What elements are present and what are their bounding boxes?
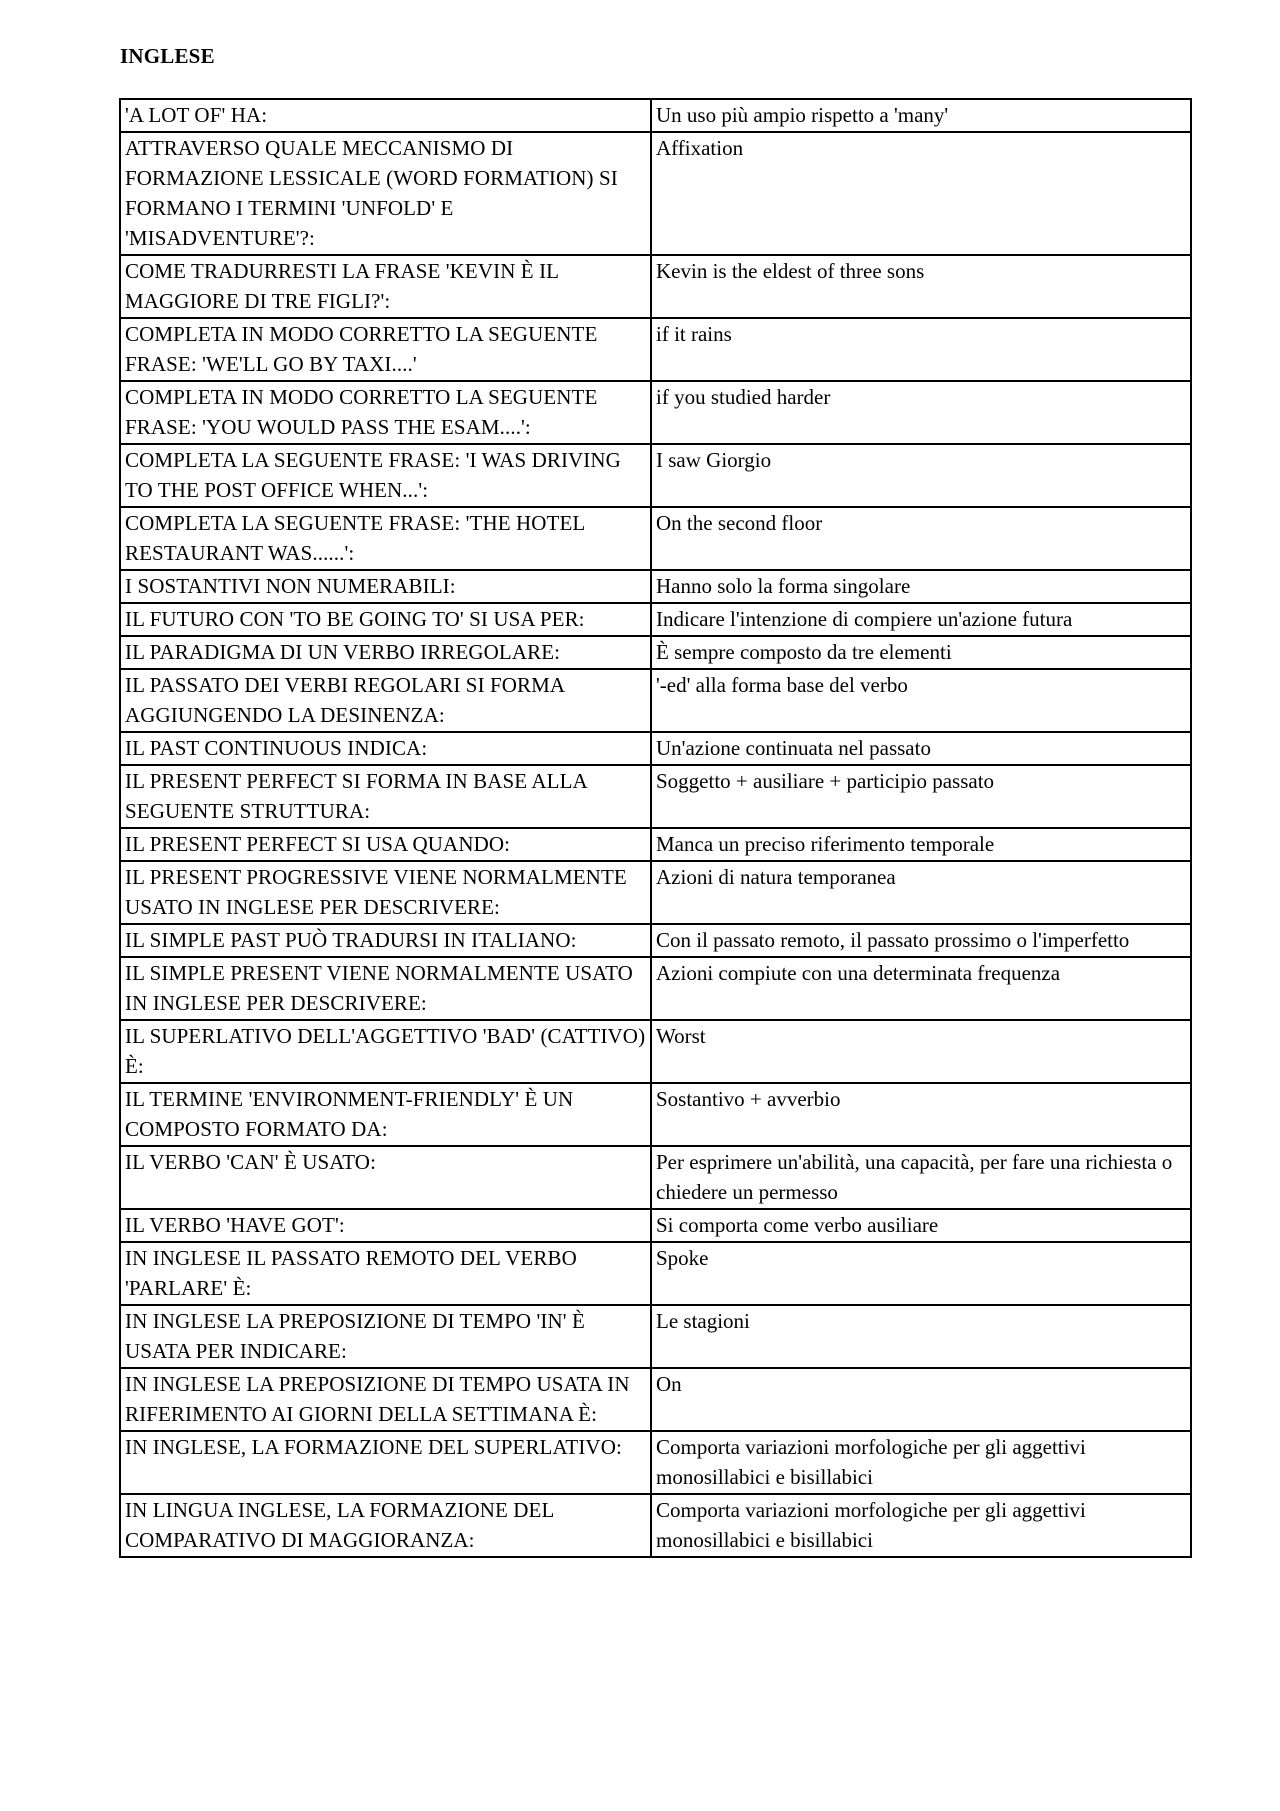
table-row — [120, 636, 1191, 669]
question-cell: COMPLETA IN MODO CORRETTO LA SEGUENTE FRASE: 'WE'LL GO BY TAXI....' — [120, 318, 651, 381]
table-row — [120, 1305, 1191, 1368]
table-row — [120, 99, 1191, 132]
answer-cell: Per esprimere un'abilità, una capacità, per fare una richiesta o chiedere un permesso — [651, 1146, 1191, 1209]
answer-cell: È sempre composto da tre elementi — [651, 636, 1191, 669]
answer-cell: On — [651, 1368, 1191, 1431]
table-row — [120, 957, 1191, 1020]
table-row — [120, 924, 1191, 957]
question-cell: IL PARADIGMA DI UN VERBO IRREGOLARE: — [120, 636, 651, 669]
answer-cell: Soggetto + ausiliare + participio passato — [651, 765, 1191, 828]
answer-cell: Affixation — [651, 132, 1191, 255]
table-row — [120, 1494, 1191, 1557]
table-row — [120, 669, 1191, 732]
answer-cell: Un'azione continuata nel passato — [651, 732, 1191, 765]
answer-cell: Indicare l'intenzione di compiere un'azione futura — [651, 603, 1191, 636]
answer-cell: Con il passato remoto, il passato prossimo o l'imperfetto — [651, 924, 1191, 957]
question-cell: IN INGLESE, LA FORMAZIONE DEL SUPERLATIVO: — [120, 1431, 651, 1494]
answer-cell: Comporta variazioni morfologiche per gli aggettivi monosillabici e bisillabici — [651, 1431, 1191, 1494]
answer-cell: '-ed' alla forma base del verbo — [651, 669, 1191, 732]
question-cell: IL PAST CONTINUOUS INDICA: — [120, 732, 651, 765]
question-cell: IL PRESENT PERFECT SI USA QUANDO: — [120, 828, 651, 861]
table-row — [120, 570, 1191, 603]
question-cell: COME TRADURRESTI LA FRASE 'KEVIN È IL MAGGIORE DI TRE FIGLI?': — [120, 255, 651, 318]
table-row — [120, 1368, 1191, 1431]
table-row — [120, 1431, 1191, 1494]
question-cell: IN LINGUA INGLESE, LA FORMAZIONE DEL COMPARATIVO DI MAGGIORANZA: — [120, 1494, 651, 1557]
answer-cell: Worst — [651, 1020, 1191, 1083]
document-title: INGLESE — [120, 44, 215, 68]
question-cell: I SOSTANTIVI NON NUMERABILI: — [120, 570, 651, 603]
answer-cell: if you studied harder — [651, 381, 1191, 444]
question-cell: IL VERBO 'CAN' È USATO: — [120, 1146, 651, 1209]
table-row — [120, 318, 1191, 381]
qa-table — [119, 98, 1192, 1558]
answer-cell: Azioni compiute con una determinata frequenza — [651, 957, 1191, 1020]
qa-table-body — [120, 99, 1191, 1557]
question-cell: IL SIMPLE PRESENT VIENE NORMALMENTE USATO IN INGLESE PER DESCRIVERE: — [120, 957, 651, 1020]
table-row — [120, 1020, 1191, 1083]
question-cell: IL PASSATO DEI VERBI REGOLARI SI FORMA AGGIUNGENDO LA DESINENZA: — [120, 669, 651, 732]
table-row — [120, 255, 1191, 318]
question-cell: COMPLETA IN MODO CORRETTO LA SEGUENTE FRASE: 'YOU WOULD PASS THE ESAM....': — [120, 381, 651, 444]
answer-cell: Hanno solo la forma singolare — [651, 570, 1191, 603]
table-row — [120, 603, 1191, 636]
question-cell: COMPLETA LA SEGUENTE FRASE: 'THE HOTEL RESTAURANT WAS......': — [120, 507, 651, 570]
question-cell: IL VERBO 'HAVE GOT': — [120, 1209, 651, 1242]
table-row — [120, 1083, 1191, 1146]
answer-cell: Azioni di natura temporanea — [651, 861, 1191, 924]
question-cell: IL PRESENT PROGRESSIVE VIENE NORMALMENTE USATO IN INGLESE PER DESCRIVERE: — [120, 861, 651, 924]
answer-cell: Si comporta come verbo ausiliare — [651, 1209, 1191, 1242]
table-row — [120, 132, 1191, 255]
question-cell: COMPLETA LA SEGUENTE FRASE: 'I WAS DRIVING TO THE POST OFFICE WHEN...': — [120, 444, 651, 507]
answer-cell: I saw Giorgio — [651, 444, 1191, 507]
table-row — [120, 507, 1191, 570]
answer-cell: if it rains — [651, 318, 1191, 381]
question-cell: IN INGLESE IL PASSATO REMOTO DEL VERBO 'PARLARE' È: — [120, 1242, 651, 1305]
table-row — [120, 732, 1191, 765]
answer-cell: Un uso più ampio rispetto a 'many' — [651, 99, 1191, 132]
question-cell: IL TERMINE 'ENVIRONMENT-FRIENDLY' È UN COMPOSTO FORMATO DA: — [120, 1083, 651, 1146]
answer-cell: Spoke — [651, 1242, 1191, 1305]
answer-cell: Sostantivo + avverbio — [651, 1083, 1191, 1146]
question-cell: IL PRESENT PERFECT SI FORMA IN BASE ALLA SEGUENTE STRUTTURA: — [120, 765, 651, 828]
table-row — [120, 381, 1191, 444]
answer-cell: Le stagioni — [651, 1305, 1191, 1368]
table-row — [120, 1209, 1191, 1242]
table-row — [120, 1146, 1191, 1209]
table-row — [120, 1242, 1191, 1305]
table-row — [120, 444, 1191, 507]
question-cell: IL FUTURO CON 'TO BE GOING TO' SI USA PER: — [120, 603, 651, 636]
question-cell: IN INGLESE LA PREPOSIZIONE DI TEMPO 'IN' È USATA PER INDICARE: — [120, 1305, 651, 1368]
answer-cell: Comporta variazioni morfologiche per gli aggettivi monosillabici e bisillabici — [651, 1494, 1191, 1557]
question-cell: 'A LOT OF' HA: — [120, 99, 651, 132]
table-row — [120, 861, 1191, 924]
question-cell: IL SUPERLATIVO DELL'AGGETTIVO 'BAD' (CATTIVO) È: — [120, 1020, 651, 1083]
table-row — [120, 765, 1191, 828]
table-row — [120, 828, 1191, 861]
question-cell: IL SIMPLE PAST PUÒ TRADURSI IN ITALIANO: — [120, 924, 651, 957]
question-cell: ATTRAVERSO QUALE MECCANISMO DI FORMAZIONE LESSICALE (WORD FORMATION) SI FORMANO I TERMINI 'UNFOLD' E 'MISADVENTURE'?: — [120, 132, 651, 255]
answer-cell: Kevin is the eldest of three sons — [651, 255, 1191, 318]
question-cell: IN INGLESE LA PREPOSIZIONE DI TEMPO USATA IN RIFERIMENTO AI GIORNI DELLA SETTIMANA È: — [120, 1368, 651, 1431]
answer-cell: On the second floor — [651, 507, 1191, 570]
answer-cell: Manca un preciso riferimento temporale — [651, 828, 1191, 861]
